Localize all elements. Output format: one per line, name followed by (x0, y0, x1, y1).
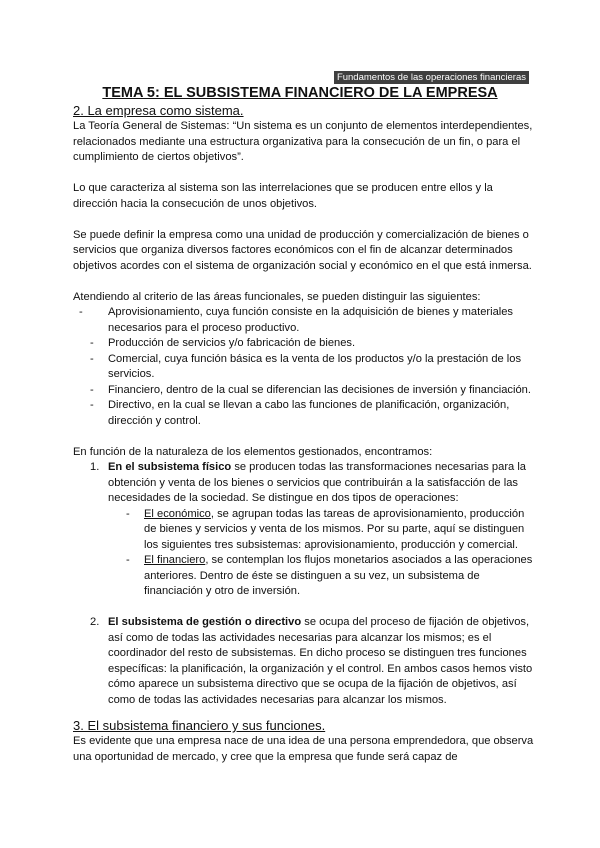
bullet-dash: - (90, 383, 94, 396)
paragraph: Se puede definir la empresa como una unidad de producción y comercialización de bienes o servicios que organiza diversos factores económicos con el fin de alcanzar determinados objetivos acordes con el sistema de organización social y económico en el que está inmersa. (73, 228, 532, 272)
list-item-text: Comercial, cuya función básica es la venta de los productos y/o la prestación de los servicios. (108, 352, 522, 380)
list-item-text: Directivo, en la cual se llevan a cabo las funciones de planificación, organización, dirección y control. (108, 399, 510, 427)
bullet-dash: - (90, 337, 94, 349)
list-item-text: Financiero, dentro de la cual se diferencian las decisiones de inversión y financiación. (108, 383, 531, 396)
paragraph: Lo que caracteriza al sistema son las interrelaciones que se producen entre ellos y la dirección hacia la consecución de unos objetivos. (73, 182, 493, 210)
numbered-item (73, 615, 535, 708)
item-text: se ocupa del proceso de fijación de objetivos, así como de todas las actividades necesarias para alcanzar los mismos; es el coordinador del resto de subsistemas. En dicho proceso se distinguen tres funciones específicas: la planificación, la organización y el control. En ambos casos hemos visto cómo aparece un subsistema directivo que se ocupa de la fijación de objetivos, así como de todas las actividades necesarias para alcanzar los mismos. (108, 616, 533, 706)
bullet-dash: - (126, 507, 130, 520)
bullet-dash: - (126, 554, 130, 566)
page-title: TEMA 5: EL SUBSISTEMA FINANCIERO DE LA EMPRESA (102, 85, 498, 101)
list-item (73, 336, 535, 352)
item-bold-lead: En el subsistema físico (108, 461, 232, 473)
sub-item-underlined: El económico (144, 507, 211, 520)
bullet-dash: - (90, 352, 94, 365)
list-item (73, 398, 535, 429)
list-item (73, 383, 535, 399)
bullet-dash: - (79, 306, 83, 318)
bullet-dash: - (90, 399, 94, 411)
section-2-heading: 2. La empresa como sistema. (73, 103, 244, 118)
list-item-text: Producción de servicios y/o fabricación de bienes. (108, 337, 356, 349)
paragraph: En función de la naturaleza de los elementos gestionados, encontramos: (73, 445, 433, 458)
paragraph: Atendiendo al criterio de las áreas funcionales, se pueden distinguir las siguientes: (73, 290, 481, 303)
list-item-text: Aprovisionamiento, cuya función consiste en la adquisición de bienes y materiales necesarios para el proceso productivo. (108, 306, 514, 334)
item-bold-lead: El subsistema de gestión o directivo (108, 616, 302, 628)
sub-item-underlined: El financiero (144, 554, 206, 566)
paragraph: Es evidente que una empresa nace de una idea de una persona emprendedora, que observa una oportunidad de mercado, y cree que la empresa que funde será capaz de (73, 735, 534, 763)
numbered-item (73, 460, 535, 507)
sub-item-text: , se agrupan todas las tareas de aprovisionamiento, producción de bienes y servicios y venta de los mismos. Por su parte, aquí se distinguen los siguientes tres subsistemas: aprovisionamiento, producción y comercial. (144, 507, 525, 551)
header-tag: Fundamentos de las operaciones financieras (334, 71, 529, 84)
section-3-heading: 3. El subsistema financiero y sus funciones. (73, 718, 326, 733)
sub-list-item (73, 507, 535, 554)
list-item (73, 352, 535, 383)
sub-list-item (73, 553, 535, 600)
document-body (73, 102, 535, 765)
item-number: 1. (90, 461, 100, 473)
list-item (73, 305, 535, 336)
item-number: 2. (90, 616, 100, 628)
item-text: se producen todas las transformaciones necesarias para la obtención y venta de los bienes o servicios que contribuirán a la satisfacción de las necesidades de la sociedad. Se distingue en dos tipos de operaciones: (108, 461, 526, 504)
sub-item-text: , se contemplan los flujos monetarios asociados a las operaciones anteriores. Dentro de éste se distinguen a su vez, un subsistema de financiación y otro de inversión. (144, 554, 533, 597)
paragraph: La Teoría General de Sistemas: “Un sistema es un conjunto de elementos interdependientes, relacionados mediante una estructura organizativa para la consecución de un fin, o para el cumplimiento de ciertos objetivos”. (73, 120, 533, 163)
